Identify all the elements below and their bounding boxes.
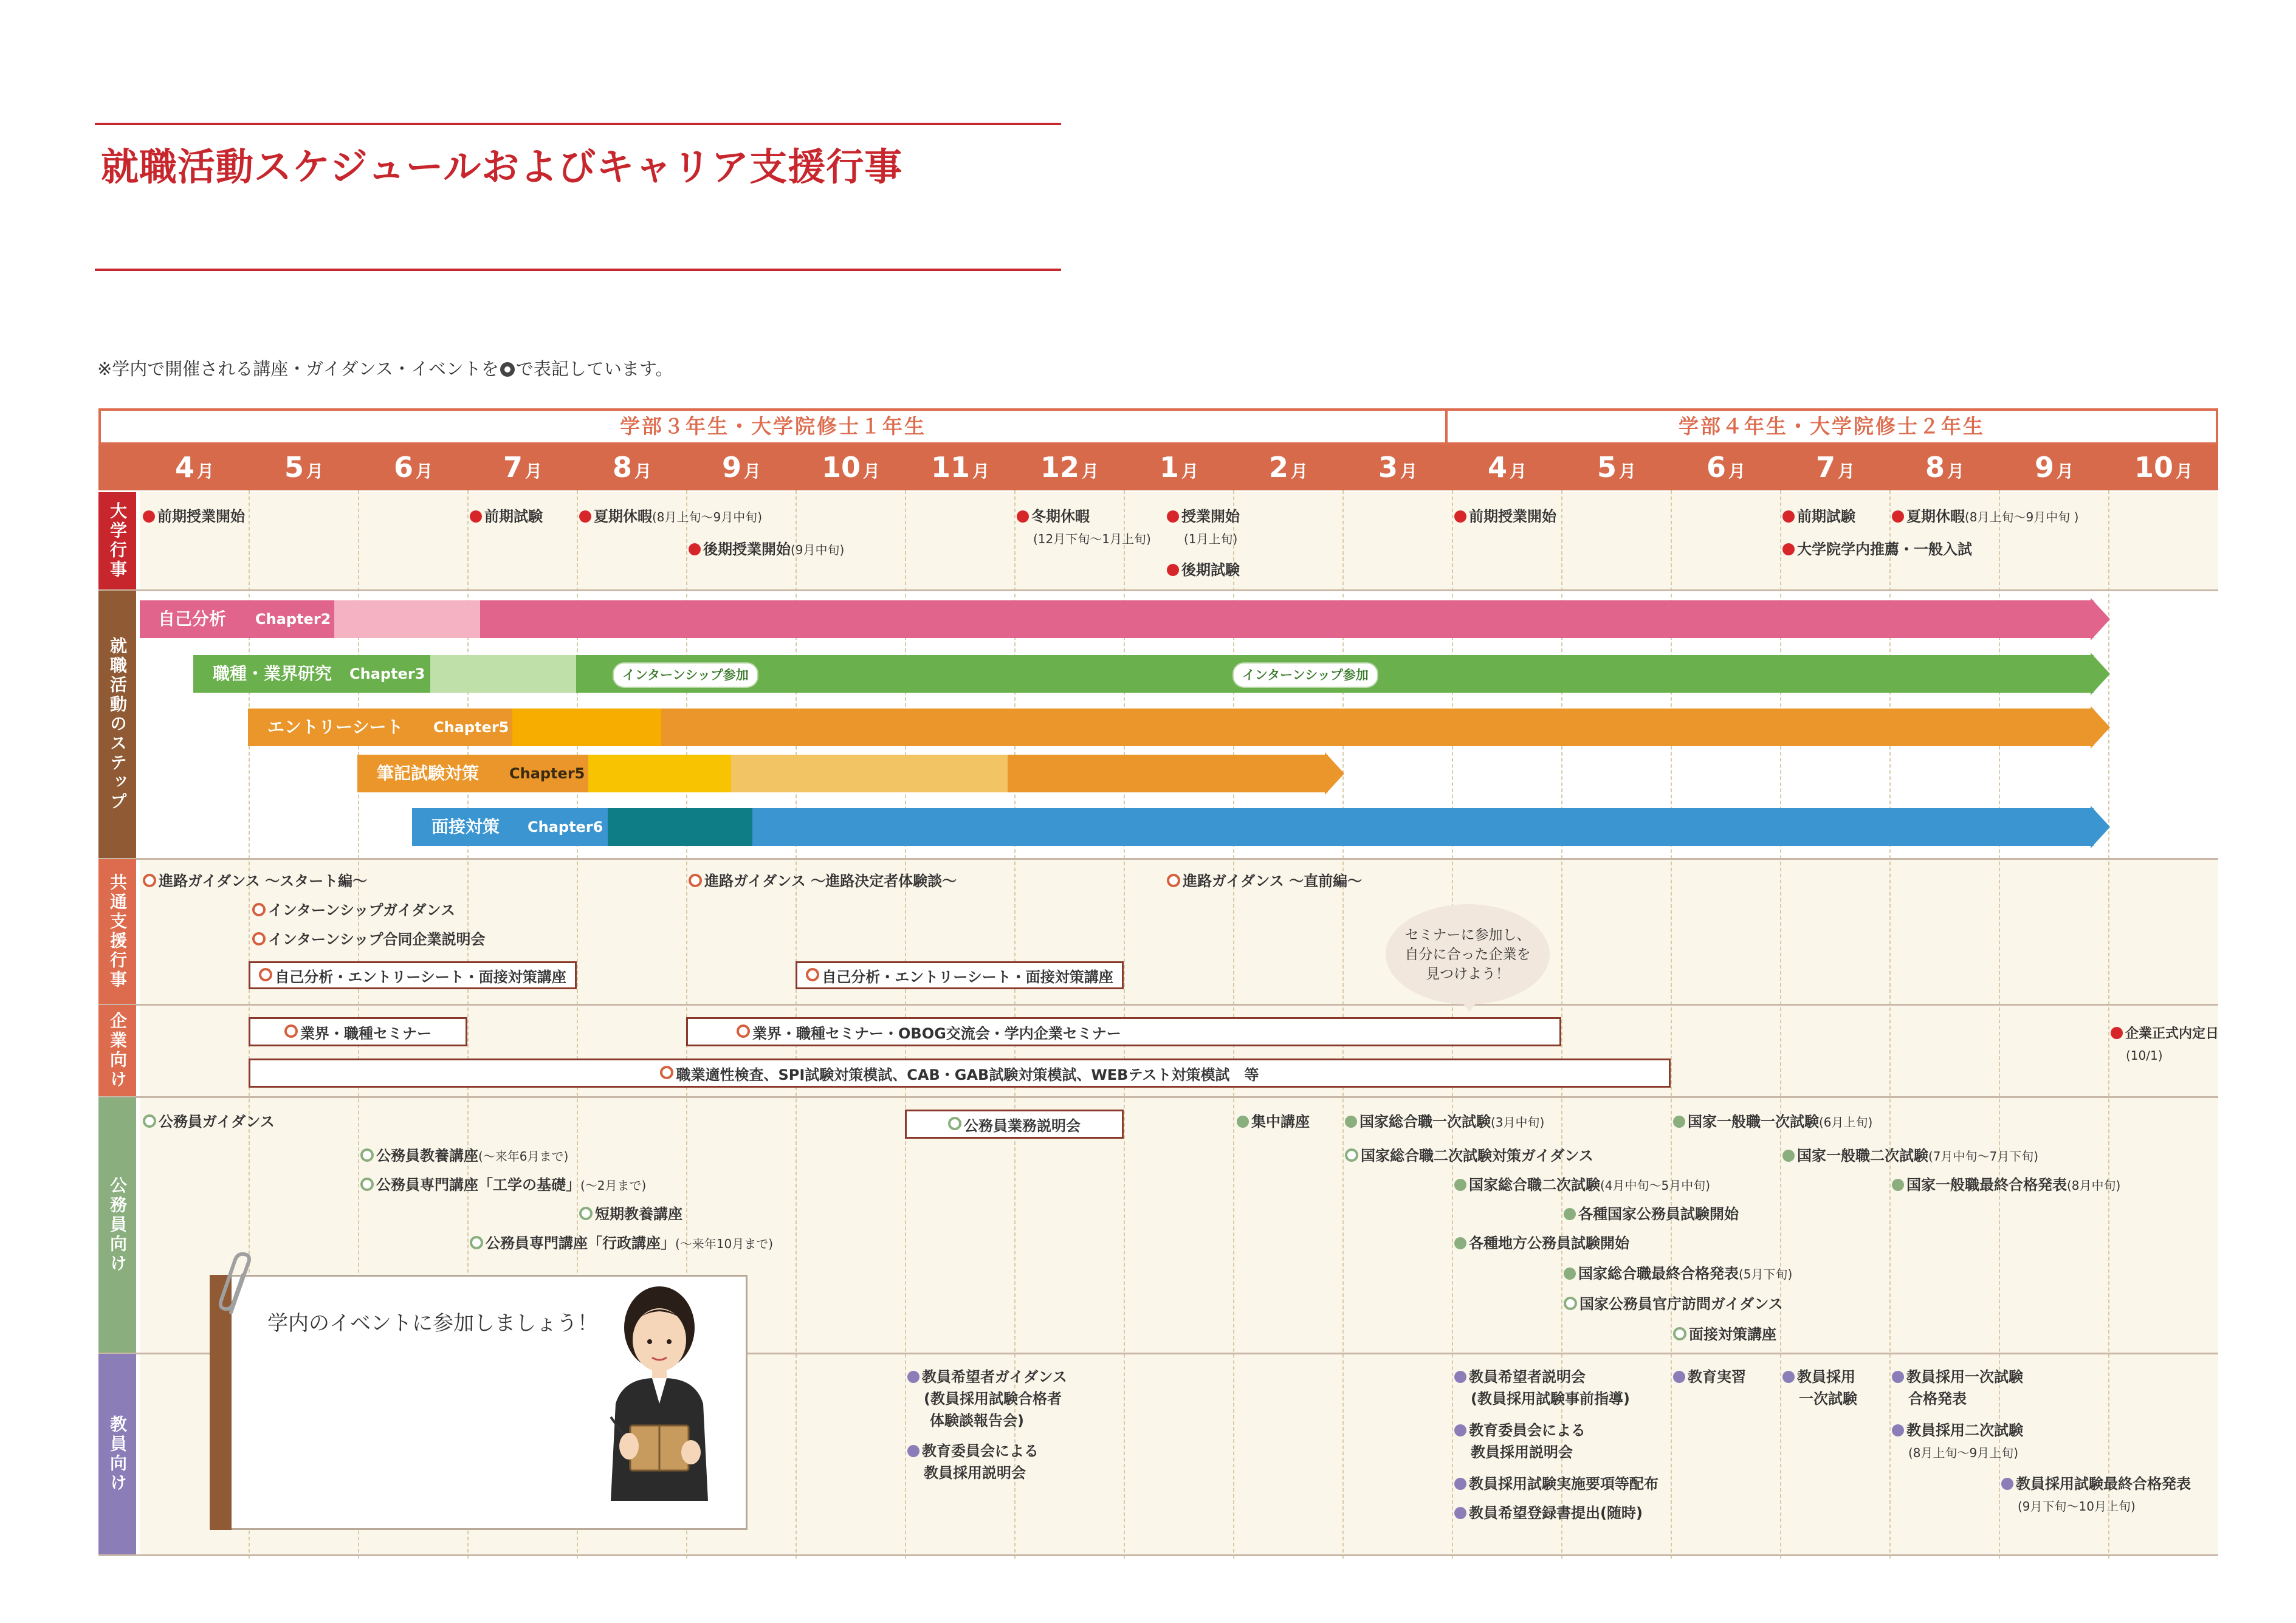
month-5a (249, 451, 359, 484)
public-event-7 (1237, 1112, 1310, 1131)
univ-event-5-sub: (12月下旬～1月上旬) (1033, 532, 1151, 546)
teacher-event-7-text: 教育実習 (1688, 1368, 1746, 1385)
public-event-5-text: 公務員専門講座「行政講座」 (486, 1235, 675, 1252)
month-10a (796, 451, 906, 484)
month-6b (1671, 451, 1781, 484)
step-chapter: Chapter2 (255, 611, 331, 628)
month-1a-num: 1 (1159, 451, 1179, 484)
step-arrow-highlight-pale (731, 755, 1008, 792)
company-event-4-icon (2111, 1024, 2125, 1041)
public-event-12-text: 各種地方公務員試験開始 (1469, 1235, 1629, 1252)
teacher-event-4-line2 (1471, 1443, 1573, 1462)
univ-event-4-text: 後期授業開始 (703, 541, 791, 558)
public-event-14-text: 国家公務員官庁訪問ガイダンス (1579, 1295, 1783, 1312)
company-event-4-text: 企業正式内定日 (2125, 1026, 2219, 1041)
univ-event-10-text: 夏期休暇 (1906, 508, 1965, 525)
row-label-teacher: 教員向け (98, 1354, 136, 1554)
public-event-5 (470, 1234, 773, 1254)
teacher-event-5 (1454, 1474, 1658, 1494)
univ-event-7-text: 後期試験 (1181, 561, 1240, 578)
step-arrow-highlight (430, 655, 576, 693)
teacher-event-9-line2 (1908, 1389, 1967, 1409)
teacher-event-5-text: 教員採用試験実施要項等配布 (1469, 1475, 1658, 1492)
teacher-event-4-text: 教育委員会による (1469, 1422, 1586, 1439)
public-event-4 (579, 1204, 682, 1224)
month-10a-suffix: 月 (863, 461, 881, 481)
univ-event-2 (470, 507, 543, 526)
tip-bubble-text: セミナーに参加し、自分に合った企業を見つけよう！ (1404, 927, 1531, 982)
step-arrow-written-test (357, 755, 1343, 792)
public-event-1 (143, 1112, 275, 1131)
teacher-event-6-text: 教員希望登録書提出(随時) (1469, 1505, 1643, 1522)
row-separator (98, 858, 2218, 860)
step-arrow-self-analysis (140, 600, 2109, 638)
month-1a (1124, 451, 1234, 484)
company-event-3 (249, 1059, 1671, 1088)
arrow-head-icon (2091, 806, 2110, 848)
title-rule-top (95, 123, 1061, 125)
tip-bubble (1386, 904, 1550, 1004)
month-6a-suffix: 月 (416, 461, 433, 481)
month-8a-num: 8 (612, 451, 632, 484)
tip-bubble-tail (1459, 997, 1480, 1012)
univ-event-10-sub: (8月上旬～9月中旬 ) (1965, 510, 2079, 524)
step-label: エントリーシート (267, 717, 404, 737)
univ-event-4 (689, 540, 844, 560)
month-9b-suffix: 月 (2057, 461, 2074, 481)
univ-event-4-sub: (9月中旬) (791, 543, 845, 557)
row-label-univ: 大学行事 (98, 492, 136, 589)
month-9b (1999, 451, 2109, 484)
month-6a (359, 451, 468, 484)
month-5b-num: 5 (1597, 451, 1617, 484)
teacher-event-11-line2 (2018, 1496, 2136, 1516)
month-12a (1015, 451, 1124, 484)
company-event-1-text: 業界・職種セミナー (300, 1024, 431, 1042)
univ-event-6-sub-line (1184, 529, 1237, 549)
teacher-event-1 (907, 1367, 1067, 1387)
public-event-15 (1673, 1325, 1776, 1344)
company-event-2-icon (737, 1023, 752, 1040)
row-label-steps: 就職活動のステップ (98, 591, 136, 858)
public-event-18 (1892, 1175, 2120, 1195)
univ-event-3-text: 夏期休暇 (594, 508, 652, 525)
common-event-5-text: 進路ガイダンス ～進路決定者体験談～ (704, 873, 957, 890)
public-event-4-text: 短期教養講座 (595, 1206, 682, 1223)
month-10b-num: 10 (2134, 451, 2173, 484)
step-label: 筆記試験対策 (377, 763, 479, 783)
common-event-5 (689, 871, 957, 891)
common-event-4 (249, 961, 577, 989)
month-5b (1562, 451, 1671, 484)
month-7a (468, 451, 577, 484)
month-7a-suffix: 月 (525, 461, 543, 481)
public-event-8 (1345, 1112, 1544, 1132)
row-separator (98, 1004, 2218, 1006)
common-event-7-text: 進路ガイダンス ～直前編～ (1183, 873, 1363, 890)
public-event-3-sub: (～2月まで) (580, 1178, 647, 1193)
public-event-3-text: 公務員専門講座「工学の基礎」 (376, 1176, 580, 1193)
teacher-event-1-text3: 体験談報告会) (930, 1412, 1024, 1429)
public-event-18-sub: (8月中旬) (2067, 1178, 2121, 1193)
univ-event-2-text: 前期試験 (484, 508, 543, 525)
public-event-3 (360, 1175, 646, 1195)
teacher-event-4 (1454, 1421, 1586, 1440)
company-event-1-icon (284, 1023, 300, 1040)
public-event-18-text: 国家一般職最終合格発表 (1906, 1176, 2067, 1193)
page-title: 就職活動スケジュールおよびキャリア支援行事 (101, 145, 903, 189)
step-arrow-entry-sheet (248, 709, 2109, 746)
teacher-event-10-line2 (1908, 1443, 2018, 1463)
common-event-6 (796, 961, 1124, 989)
internship-pill-2: インターンシップ参加 (1232, 662, 1378, 688)
month-9a-num: 9 (721, 451, 741, 484)
company-event-1 (249, 1017, 467, 1046)
row-separator (98, 1554, 2218, 1556)
teacher-event-11-text: 教員採用試験最終合格発表 (2016, 1475, 2191, 1492)
internship-pill-1: インターンシップ参加 (613, 662, 758, 688)
step-arrow-highlight (512, 709, 661, 746)
public-event-2-text: 公務員教養講座 (376, 1147, 478, 1164)
public-event-17-text: 国家一般職二次試験 (1797, 1147, 1928, 1164)
month-8b (1890, 451, 1999, 484)
month-11a-num: 11 (930, 451, 970, 484)
public-event-16 (1673, 1112, 1872, 1132)
teacher-event-4-text2: 教員採用説明会 (1471, 1444, 1573, 1461)
notice-card-text: 学内のイベントに参加しましょう！ (267, 1311, 598, 1336)
month-11a (906, 451, 1015, 484)
teacher-event-3-text2: (教員採用試験事前指導) (1471, 1390, 1630, 1407)
company-event-2-text: 業界・職種セミナー・OBOG交流会・学内企業セミナー (752, 1024, 1121, 1042)
month-12a-num: 12 (1040, 451, 1079, 484)
public-event-10 (1454, 1175, 1710, 1195)
public-event-12 (1454, 1234, 1629, 1253)
teacher-event-2-line2 (924, 1463, 1026, 1483)
month-10b (2109, 451, 2218, 484)
month-7b-suffix: 月 (1838, 461, 1855, 481)
month-9a (687, 451, 796, 484)
month-1a-suffix: 月 (1181, 461, 1199, 481)
public-event-7-text: 集中講座 (1251, 1113, 1310, 1130)
company-event-4 (2111, 1023, 2219, 1044)
public-event-13 (1564, 1264, 1792, 1284)
teacher-event-10-text2: (8月上旬～9月上旬) (1908, 1446, 2019, 1460)
common-event-6-text: 自己分析・エントリーシート・面接対策講座 (822, 968, 1113, 986)
month-4a-num: 4 (174, 451, 194, 484)
univ-event-10 (1892, 507, 2078, 527)
step-label: 職種・業界研究 (213, 664, 332, 684)
common-event-3-text: インターンシップ合同企業説明会 (268, 931, 486, 948)
common-event-1-text: 進路ガイダンス ～スタート編～ (159, 873, 368, 890)
public-event-5-sub: (～来年10月まで) (675, 1237, 774, 1251)
row-label-public: 公務員向け (98, 1097, 136, 1353)
month-4b-num: 4 (1487, 451, 1507, 484)
teacher-event-1-line3 (930, 1411, 1024, 1430)
univ-event-6-text: 授業開始 (1181, 508, 1240, 525)
paperclip-icon (213, 1252, 261, 1319)
month-6b-num: 6 (1706, 451, 1726, 484)
teacher-event-9-text2: 合格発表 (1908, 1390, 1967, 1407)
public-event-16-text: 国家一般職一次試験 (1688, 1113, 1819, 1130)
teacher-event-2 (907, 1441, 1039, 1461)
grid-line (1780, 490, 1781, 1559)
teacher-event-1-line2 (924, 1389, 1062, 1409)
univ-event-5 (1017, 507, 1090, 526)
public-event-17 (1782, 1146, 2038, 1166)
step-arrow-interview (412, 808, 2109, 846)
teacher-event-6 (1454, 1503, 1643, 1523)
row-separator (98, 589, 2218, 591)
public-event-6-text: 公務員業務説明会 (964, 1117, 1081, 1134)
public-event-11-text: 各種国家公務員試験開始 (1578, 1206, 1739, 1223)
step-arrow-highlight (608, 808, 752, 846)
month-10b-suffix: 月 (2176, 461, 2193, 481)
public-event-8-text: 国家総合職一次試験 (1359, 1113, 1491, 1130)
month-7a-num: 7 (503, 451, 523, 484)
month-11a-suffix: 月 (972, 461, 990, 481)
student-illustration-icon (599, 1282, 720, 1501)
public-event-16-sub: (6月上旬) (1819, 1115, 1873, 1130)
common-event-7 (1167, 871, 1362, 891)
teacher-event-3-text: 教員希望者説明会 (1469, 1368, 1586, 1385)
month-9a-suffix: 月 (744, 461, 761, 481)
public-event-9-text: 国家総合職二次試験対策ガイダンス (1361, 1147, 1593, 1164)
month-4a-suffix: 月 (197, 461, 215, 481)
teacher-event-1-text2: (教員採用試験合格者 (924, 1390, 1062, 1407)
univ-event-9-text: 前期試験 (1797, 508, 1855, 525)
teacher-event-9 (1892, 1367, 2023, 1387)
teacher-event-9-text: 教員採用一次試験 (1906, 1368, 2023, 1385)
legend-note-after: で表記しています。 (515, 359, 673, 379)
teacher-event-10-text: 教員採用二次試験 (1906, 1422, 2023, 1439)
teacher-event-11-text2: (9月下旬～10月上旬) (2018, 1499, 2136, 1514)
public-event-11 (1564, 1204, 1739, 1224)
public-event-15-text: 面接対策講座 (1689, 1326, 1776, 1343)
legend-circle-icon (500, 362, 515, 377)
grid-line (2108, 490, 2109, 1559)
teacher-event-2-text2: 教員採用説明会 (924, 1464, 1026, 1481)
arrow-head-icon (1325, 752, 1344, 795)
row-label-common: 共通支援行事 (98, 859, 136, 1004)
teacher-event-11 (2001, 1474, 2191, 1494)
public-event-13-text: 国家総合職最終合格発表 (1578, 1265, 1739, 1282)
month-7b-num: 7 (1815, 451, 1835, 484)
month-5a-num: 5 (284, 451, 304, 484)
month-4b-suffix: 月 (1510, 461, 1527, 481)
public-event-1-text: 公務員ガイダンス (159, 1113, 275, 1130)
arrow-head-icon (2091, 598, 2110, 640)
legend-note-before: ※学内で開催される講座・ガイダンス・イベントを (97, 359, 499, 379)
step-chapter: Chapter6 (528, 818, 603, 836)
arrow-head-icon (2091, 706, 2110, 749)
univ-event-3 (579, 507, 762, 527)
month-3a (1343, 451, 1452, 484)
univ-event-8 (1454, 507, 1556, 526)
month-2a-num: 2 (1268, 451, 1288, 484)
month-10a-num: 10 (821, 451, 861, 484)
month-2a-suffix: 月 (1291, 461, 1308, 481)
legend-note (97, 355, 673, 380)
common-event-4-icon (259, 967, 275, 984)
company-event-2 (686, 1017, 1561, 1046)
month-9b-num: 9 (2034, 451, 2054, 484)
row-label-company: 企業向け (98, 1005, 136, 1096)
common-event-1 (143, 871, 367, 891)
row-separator (98, 1096, 2218, 1098)
month-5a-suffix: 月 (306, 461, 324, 481)
step-label: 面接対策 (431, 817, 500, 837)
month-6b-suffix: 月 (1728, 461, 1746, 481)
title-rule-bottom (95, 269, 1061, 271)
teacher-event-8-text2: 一次試験 (1799, 1390, 1857, 1407)
grid-line (1889, 490, 1891, 1559)
month-8a-suffix: 月 (634, 461, 652, 481)
univ-event-11 (1782, 540, 1972, 559)
public-event-8-sub: (3月中旬) (1491, 1115, 1545, 1130)
univ-event-11-text: 大学院学内推薦・一般入試 (1797, 541, 1972, 558)
month-3a-num: 3 (1378, 451, 1398, 484)
public-event-17-sub: (7月中旬～7月下旬) (1928, 1149, 2039, 1164)
year-header-4: 学部４年生・大学院修士２年生 (1445, 408, 2218, 445)
company-event-3-text: 職業適性検査、SPI試験対策模試、CAB・GAB試験対策模試、WEBテスト対策模試 等 (676, 1066, 1259, 1083)
month-8b-suffix: 月 (1947, 461, 1965, 481)
company-event-3-icon (660, 1065, 676, 1082)
univ-event-1 (143, 507, 245, 526)
public-event-6 (905, 1110, 1124, 1139)
univ-event-8-text: 前期授業開始 (1469, 508, 1556, 525)
public-event-9 (1345, 1146, 1593, 1165)
public-event-14 (1564, 1294, 1783, 1314)
month-4a (140, 451, 249, 484)
univ-event-6 (1167, 507, 1240, 526)
univ-event-5-sub-line (1033, 529, 1151, 549)
common-event-6-icon (806, 967, 822, 984)
step-chapter: Chapter5 (509, 765, 585, 782)
month-2a (1234, 451, 1343, 484)
company-event-4-sub: (10/1) (2126, 1048, 2163, 1063)
teacher-event-8 (1782, 1367, 1855, 1387)
public-event-13-sub: (5月下旬) (1739, 1267, 1793, 1282)
teacher-event-3-line2 (1471, 1389, 1630, 1409)
company-event-4-sub-line (2126, 1045, 2163, 1065)
public-event-10-sub: (4月中旬～5月中旬) (1600, 1178, 1711, 1193)
step-label: 自己分析 (158, 609, 227, 629)
teacher-event-1-text: 教員希望者ガイダンス (922, 1368, 1067, 1385)
grid-line (1999, 490, 2000, 1559)
month-8b-num: 8 (1925, 451, 1945, 484)
month-7b (1781, 451, 1890, 484)
step-arrow-industry-research (193, 655, 2109, 693)
univ-event-3-sub: (8月上旬～9月中旬) (652, 510, 763, 524)
public-event-2-sub: (～来年6月まで) (478, 1149, 569, 1164)
teacher-event-8-line2 (1799, 1389, 1857, 1409)
common-event-2-text: インターンシップガイダンス (268, 902, 456, 919)
month-4b (1452, 451, 1562, 484)
teacher-event-3 (1454, 1367, 1586, 1387)
univ-event-9 (1782, 507, 1855, 526)
step-chapter: Chapter3 (349, 665, 425, 682)
month-8a (577, 451, 687, 484)
month-3a-suffix: 月 (1400, 461, 1418, 481)
teacher-event-10 (1892, 1421, 2023, 1440)
univ-event-6-sub: (1月上旬) (1184, 532, 1238, 546)
step-chapter: Chapter5 (433, 719, 509, 736)
common-event-3 (252, 930, 485, 949)
month-5b-suffix: 月 (1619, 461, 1637, 481)
step-arrow-highlight (588, 755, 731, 792)
arrow-head-icon (2091, 653, 2110, 695)
public-event-6-icon (948, 1116, 964, 1133)
teacher-event-8-text: 教員採用 (1797, 1368, 1855, 1385)
year-header-3: 学部３年生・大学院修士１年生 (98, 408, 1448, 445)
step-arrow-highlight (334, 600, 480, 638)
public-event-10-text: 国家総合職二次試験 (1469, 1176, 1600, 1193)
common-event-4-text: 自己分析・エントリーシート・面接対策講座 (275, 968, 566, 986)
grid-line (1671, 490, 1672, 1559)
univ-event-1-text: 前期授業開始 (157, 508, 245, 525)
month-6a-num: 6 (393, 451, 413, 484)
univ-event-5-text: 冬期休暇 (1031, 508, 1090, 525)
teacher-event-2-text: 教育委員会による (922, 1443, 1039, 1460)
univ-event-7 (1167, 560, 1240, 580)
common-event-2 (252, 901, 455, 920)
public-event-2 (360, 1146, 568, 1166)
month-12a-suffix: 月 (1082, 461, 1099, 481)
teacher-event-7 (1673, 1367, 1746, 1387)
